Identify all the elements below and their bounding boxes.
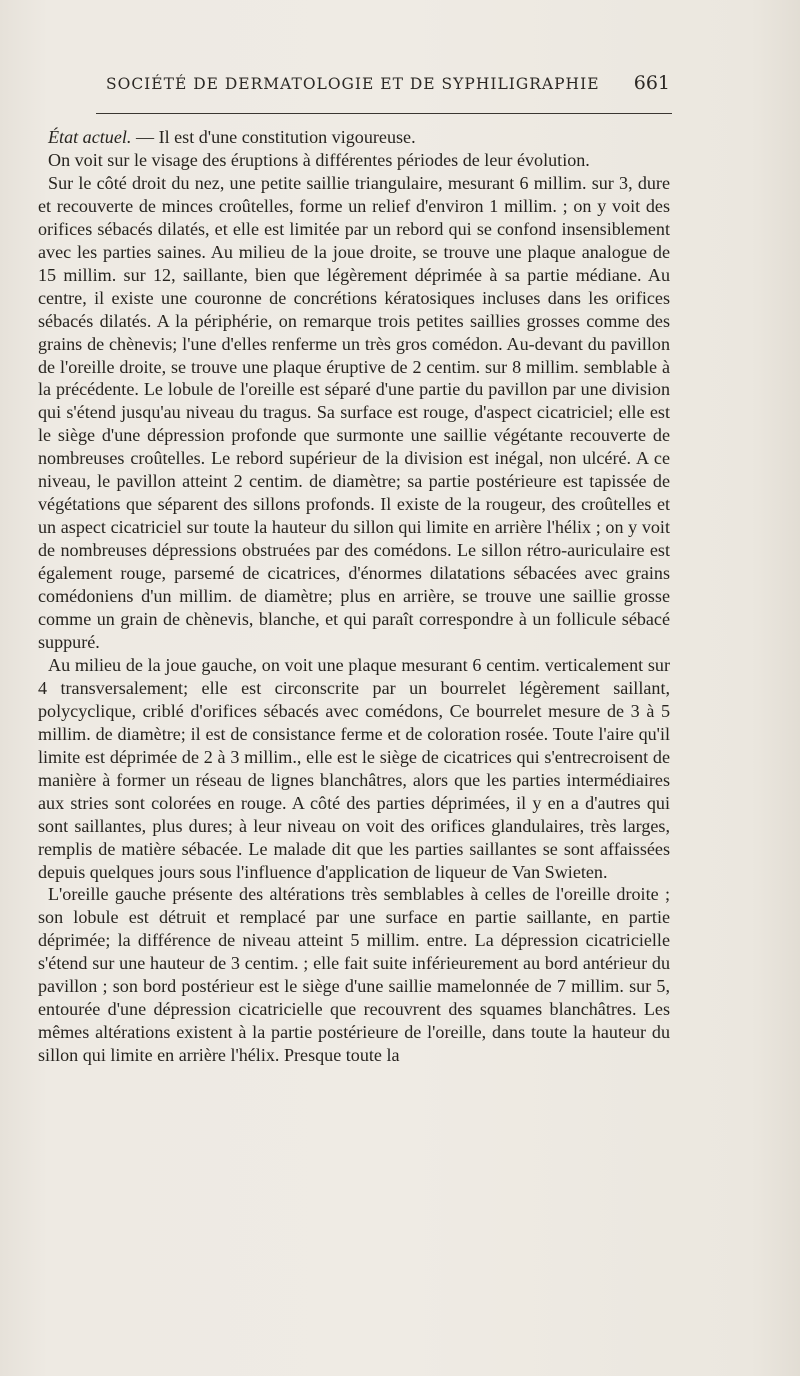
section-lead-italic: État actuel. — [48, 127, 132, 147]
paragraph-text: — Il est d'une constitution vigoureuse. — [131, 127, 416, 147]
paragraph-eruptions: On voit sur le visage des éruptions à différentes périodes de leur évolution. — [48, 149, 590, 170]
running-header — [100, 72, 670, 98]
running-title: SOCIÉTÉ DE DERMATOLOGIE ET DE SYPHILIGRAPHIE — [106, 75, 600, 93]
paragraph-etat-actuel — [38, 126, 670, 149]
header-rule — [96, 113, 672, 114]
paragraph-nez-joue-droite-oreille: Sur le côté droit du nez, une petite saillie triangulaire, mesurant 6 millim. sur 3, dure et recouverte de minces croûtelles, forme un relief d'environ 1 millim. ; on y voit des orifices sébacés dilatés, et elle est limitée par un rebord qui se confond insensiblement avec les parties saines. Au milieu de la joue droite, se trouve une plaque analogue de 15 millim. sur 12, saillante, bien que légèrement déprimée à sa partie médiane. Au centre, il existe une couronne de concrétions kératosiques incluses dans les orifices sébacés dilatés. A la périphérie, on remarque trois petites saillies grosses comme des grains de chènevis; l'une d'elles renferme un très gros comédon. Au-devant du pavillon de l'oreille droite, se trouve une plaque éruptive de 2 centim. sur 8 millim. semblable à la précédente. Le lobule de l'oreille est séparé d'une partie du pavillon par une division qui s'étend jusqu'au niveau du tragus. Sa surface est rouge, d'aspect cicatriciel; elle est le siège d'une dépression profonde que surmonte une saillie végétante recouverte de nombreuses croûtelles. Le rebord supérieur de la division est inégal, non ulcéré. A ce niveau, le pavillon atteint 2 centim. de diamètre; sa partie postérieure est tapissée de végétations que séparent des sillons profonds. Il existe de la rougeur, des croûtelles et un aspect cicatriciel sur toute la hauteur du sillon qui limite en arrière l'hélix ; on y voit de nombreuses dépressions obstruées par des comédons. Le sillon rétro-auriculaire est également rouge, parsemé de cicatrices, d'énormes dilatations sébacées avec grains comédoniens d'un millim. de diamètre; plus en arrière, se trouve une saillie grosse comme un grain de chènevis, blanche, et qui paraît correspondre à un follicule sébacé suppuré. — [38, 172, 670, 652]
paragraph-oreille-gauche: L'oreille gauche présente des altérations très semblables à celles de l'oreille droite ; son lobule est détruit et remplacé par une surface en partie saillante, en partie déprimée; la différence de niveau atteint 5 millim. entre. La dépression cicatricielle s'étend sur une hauteur de 3 centim. ; elle fait suite inférieurement au bord antérieur du pavillon ; son bord postérieur est le siège d'une saillie mamelonnée de 7 millim. sur 5, entourée d'une dépression cicatricielle que recouvrent des squames blanchâtres. Les mêmes altérations existent à la partie postérieure de l'oreille, dans toute la hauteur du sillon qui limite en arrière l'hélix. Presque toute la — [38, 884, 670, 1066]
body-text — [38, 126, 670, 1067]
page-number: 661 — [633, 72, 670, 94]
paragraph-joue-gauche: Au milieu de la joue gauche, on voit une plaque mesurant 6 centim. verticalement sur 4 transversalement; elle est circonscrite par un bourrelet légèrement saillant, polycyclique, criblé d'orifices sébacés avec comédons, Ce bourrelet mesure de 3 à 5 millim. de diamètre; il est de consistance ferme et de coloration rosée. Toute l'aire qu'il limite est déprimée de 2 à 3 millim., elle est le siège de cicatrices qui s'entrecroisent de manière à former un réseau de lignes blanchâtres, alors que les parties intermédiaires aux stries sont colorées en rouge. A côté des parties déprimées, il y en a d'autres qui sont saillantes, plus dures; à leur niveau on voit des orifices glandulaires, très larges, remplis de matière sébacée. Le malade dit que les parties saillantes se sont affaissées depuis quelques jours sous l'influence d'application de liqueur de Van Swieten. — [38, 654, 670, 882]
